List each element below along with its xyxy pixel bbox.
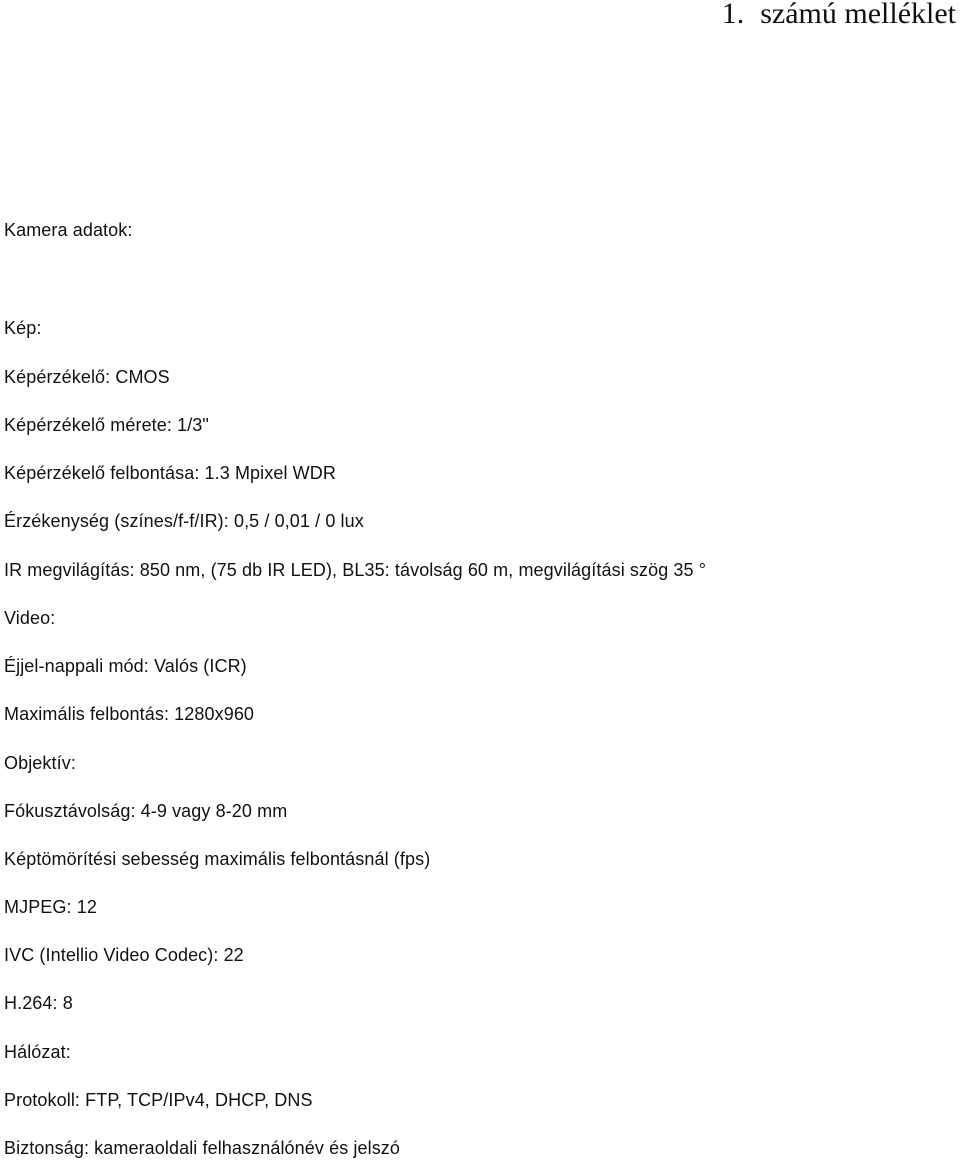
page-header	[722, 0, 956, 32]
spec-line-focal-length: Fókusztávolság: 4-9 vagy 8-20 mm	[4, 801, 288, 821]
annex-number: 1.	[721, 0, 745, 30]
section-heading-lens: Objektív:	[4, 753, 76, 773]
spec-line-sensor-size: Képérzékelő mérete: 1/3"	[4, 415, 209, 435]
annex-title: számú melléklet	[760, 0, 956, 30]
spec-line-sensor: Képérzékelő: CMOS	[4, 367, 170, 387]
spec-line-ivc: IVC (Intellio Video Codec): 22	[4, 945, 244, 965]
spec-line-protocol: Protokoll: FTP, TCP/IPv4, DHCP, DNS	[4, 1090, 313, 1110]
spec-line-sensitivity: Érzékenység (színes/f-f/IR): 0,5 / 0,01 / 0 lux	[4, 511, 364, 531]
section-heading-video: Video:	[4, 608, 56, 628]
spec-line-security: Biztonság: kameraoldali felhasználónév és jelszó	[4, 1138, 401, 1158]
spec-line-max-resolution: Maximális felbontás: 1280x960	[4, 704, 255, 724]
spec-line-h264: H.264: 8	[4, 993, 73, 1013]
spec-line-ir-illumination: IR megvilágítás: 850 nm, (75 db IR LED), BL35: távolság 60 m, megvilágítási szög 35 °	[4, 560, 707, 580]
spec-line-sensor-resolution: Képérzékelő felbontása: 1.3 Mpixel WDR	[4, 463, 336, 483]
spec-line-day-night-mode: Éjjel-nappali mód: Valós (ICR)	[4, 656, 247, 676]
spec-line-compression-rate: Képtömörítési sebesség maximális felbontásnál (fps)	[4, 849, 431, 869]
section-heading-camera-data: Kamera adatok:	[4, 220, 133, 240]
section-heading-network: Hálózat:	[4, 1042, 71, 1062]
spec-line-mjpeg: MJPEG: 12	[4, 897, 97, 917]
section-heading-image: Kép:	[4, 318, 42, 338]
